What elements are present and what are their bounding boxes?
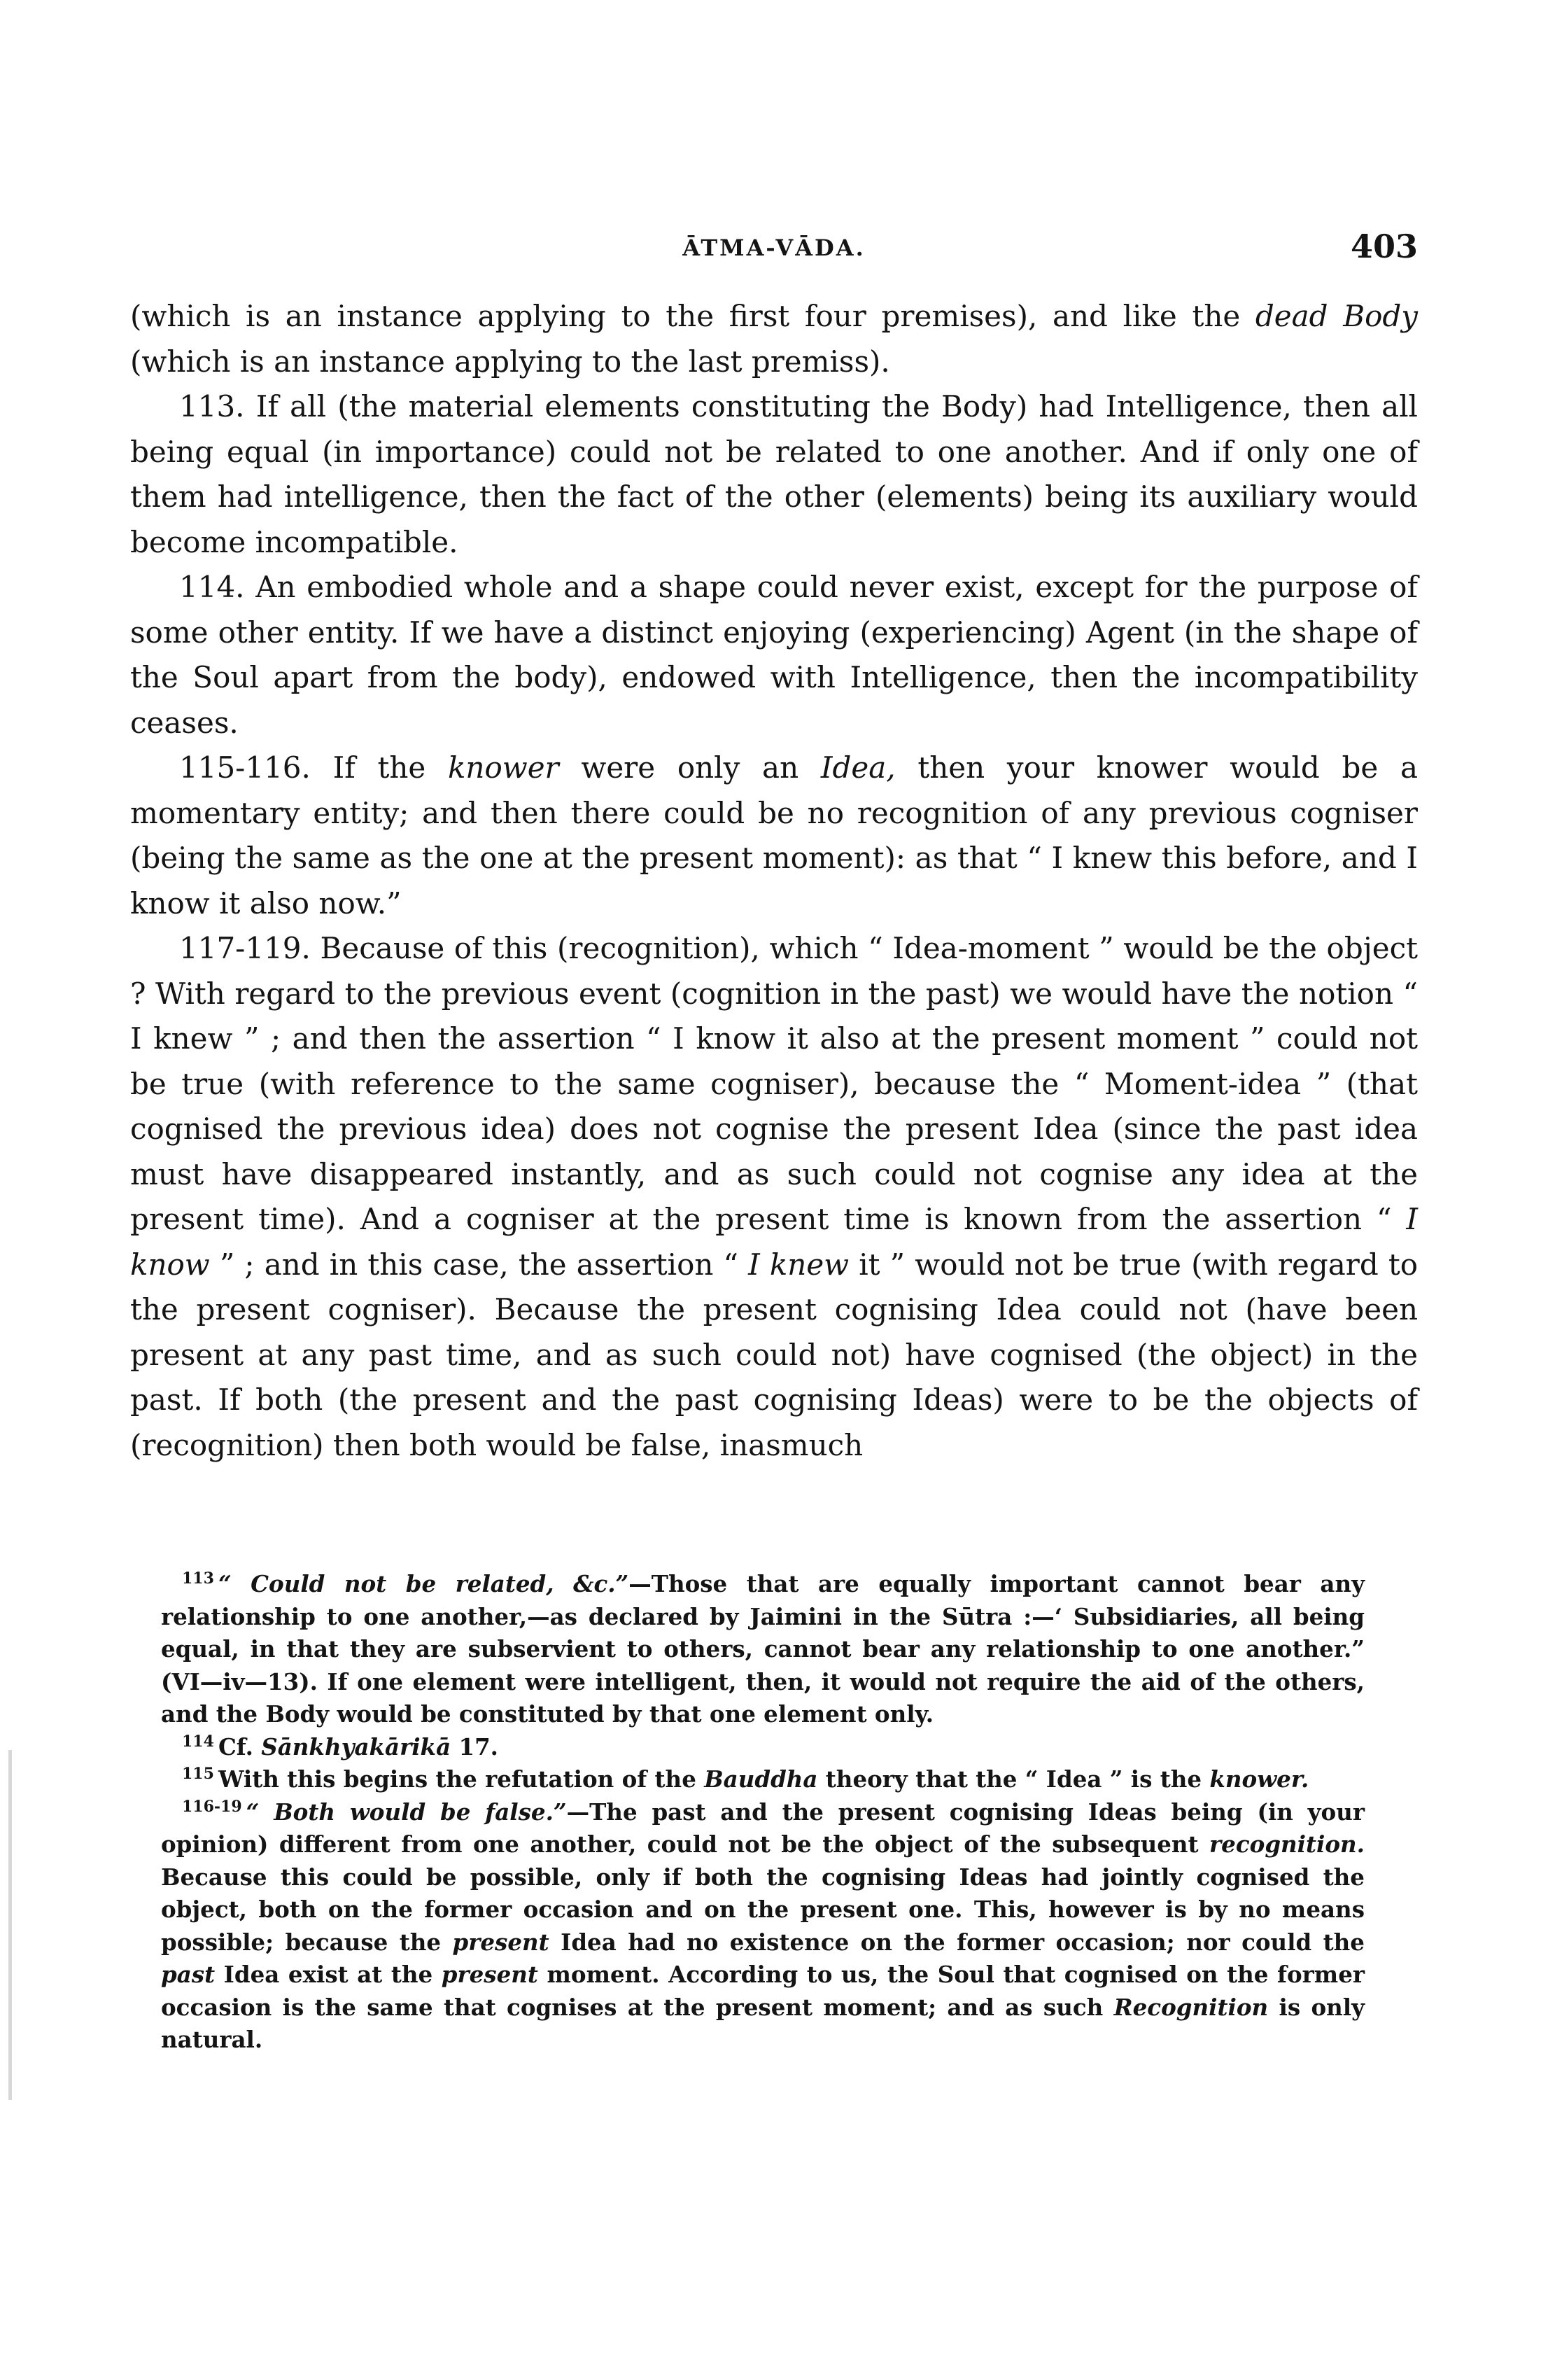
italic-text: “ Both would be false.” <box>246 1798 567 1826</box>
footnote-number: 115 <box>182 1765 214 1784</box>
footnote-113 <box>161 1568 1365 1731</box>
main-text <box>130 294 1418 1468</box>
running-head: ĀTMA-VĀDA. <box>682 234 866 261</box>
italic-text: I know <box>130 1202 1418 1282</box>
scan-margin-mark <box>8 1750 12 2100</box>
text-run: —The past and the present cognising Ideas being (in your opinion) different from one another, could not be the object of the subsequent <box>161 1798 1365 1858</box>
text-run: Because this could be possible, only if both the cognising Ideas had jointly cognised the object, both on the former occasion and on the present one. This, however is by no means possible; because the <box>161 1863 1365 1956</box>
text-run: Cf. <box>218 1732 262 1760</box>
paragraph-114: 114. An embodied whole and a shape could never exist, except for the purpose of some other entity. If we have a distinct enjoying (experiencing) Agent (in the shape of the Soul apart from the body), endowed with Intelligence, then the incompatibility ceases. <box>130 570 1418 740</box>
text-run: (which is an instance applying to the first four premises), and like the <box>130 299 1255 333</box>
text-run: were only an <box>558 750 821 785</box>
text-run: theory that the “ Idea ” is the <box>817 1765 1210 1793</box>
text-run: it ” would not be true (with regard to the present cogniser). Because the present cognising Idea could not (have been present at any past time, and as such could not) have cognised (the object) in the past. If both (the present and the past cognising Ideas) were to be the objects of (recognition) then both would be false, inasmuch <box>130 1247 1418 1462</box>
paragraph-continuation <box>130 294 1418 384</box>
footnote-number: 114 <box>182 1732 214 1751</box>
italic-text: present <box>452 1928 549 1956</box>
text-run: (which is an instance applying to the last premiss). <box>130 344 890 379</box>
italic-text: past <box>161 1961 216 1988</box>
italic-text: “ Could not be related, &c.” <box>218 1570 629 1597</box>
footnote-number: 113 <box>182 1569 214 1588</box>
text-run: With this begins the refutation of the <box>218 1765 705 1793</box>
text-run: moment. According to us, the Soul that cognised on the former occasion is the same that cognises at the present moment; and as such <box>161 1961 1365 2021</box>
italic-text: Body <box>1343 299 1418 333</box>
text-run: Idea had no existence on the former occasion; nor could the <box>549 1928 1365 1956</box>
text-run: 17. <box>451 1732 498 1760</box>
text-run: 115-116. If the <box>179 750 448 785</box>
page-header <box>130 227 1418 270</box>
italic-text: dead <box>1255 299 1328 333</box>
paragraph-113: 113. If all (the material elements constituting the Body) had Intelligence, then all being equal (in importance) could not be related to one another. And if only one of them had intelligence, then the fact of the other (elements) being its auxiliary would become incompatible. <box>130 389 1418 559</box>
text-run: —Those that are equally important cannot bear any relationship to one another,—as declared by Jaimini in the Sūtra :—‘ Subsidiaries, all being equal, in that they are subservient to others, cannot bear any relationship to one another.” (VI—iv—13). If one element were intelligent, then, it would not require the aid of the others, and the Body would be constituted by that one element only. <box>161 1570 1365 1728</box>
footnote-115 <box>161 1763 1365 1796</box>
italic-text: present <box>441 1961 538 1988</box>
italic-text: knower. <box>1209 1765 1309 1793</box>
footnotes <box>161 1568 1365 2057</box>
text-run: Idea exist at the <box>215 1961 442 1988</box>
italic-text: Sānkhyakārikā <box>261 1732 451 1760</box>
footnote-number: 116-19 <box>182 1797 242 1816</box>
paragraph-115-116 <box>130 746 1418 926</box>
italic-text: Idea, <box>820 750 896 785</box>
paragraph-117-119 <box>130 926 1418 1468</box>
text-run: then your knower would be a momentary entity; and then there could be no recognition of any previous cogniser (being the same as the one at the present moment): as that “ I knew this before, and I know it also now.” <box>130 750 1418 920</box>
italic-text: recognition. <box>1209 1830 1365 1858</box>
text-run: ” ; and in this case, the assertion “ <box>209 1247 749 1282</box>
text-run: is only natural. <box>161 1993 1365 2053</box>
italic-text: Recognition <box>1113 1993 1269 2021</box>
text-run: 117-119. Because of this (recognition), which “ Idea-moment ” would be the object ? With regard to the previous event (cognition in the past) we would have the notion “ I knew ” ; and then the assertion “ I know it also at the present moment ” could not be true (with reference to the same cogniser), because the “ Moment-idea ” (that cognised the previous idea) does not cognise the present Idea (since the past idea must have disappeared instantly, and as such could not cognise any idea at the present time). And a cogniser at the present time is known from the assertion “ <box>130 931 1418 1236</box>
footnote-116-19 <box>161 1796 1365 2057</box>
page-number: 403 <box>1350 227 1418 265</box>
italic-text: knower <box>447 750 559 785</box>
italic-text: I knew <box>748 1247 850 1282</box>
footnote-114 <box>161 1731 1365 1764</box>
italic-text: Bauddha <box>704 1765 818 1793</box>
